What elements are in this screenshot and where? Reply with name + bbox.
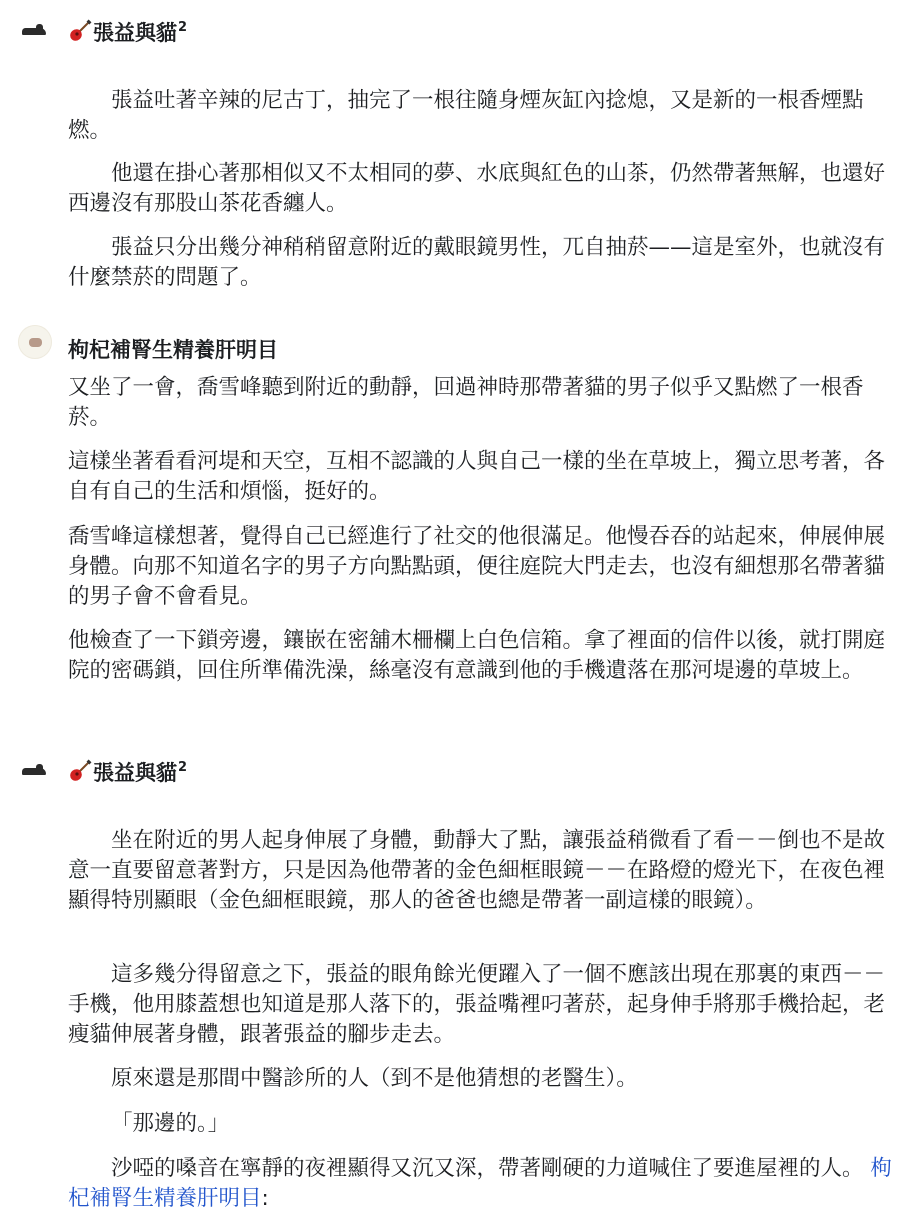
black-cat-avatar[interactable] bbox=[18, 12, 52, 46]
herb-avatar[interactable] bbox=[18, 325, 52, 359]
post-header bbox=[0, 752, 924, 792]
post-paragraph: 這樣坐著看看河堤和天空，互相不認識的人與自己一樣的坐在草坡上，獨立思考著，各自有自己的生活和煩惱，挺好的。 bbox=[68, 449, 886, 504]
post-paragraph bbox=[68, 1154, 892, 1214]
paragraph-text: 沙啞的嗓音在寧靜的夜裡顯得又沉又深，帶著剛硬的力道喊住了要進屋裡的人。 bbox=[111, 1156, 864, 1181]
post-paragraph: 這多幾分得留意之下，張益的眼角餘光便躍入了一個不應該出現在那裏的東西－－手機，他用膝蓋想也知道是那人落下的，張益嘴裡叼著菸，起身伸手將那手機拾起，老瘦貓伸展著身體，跟著張益的腳步走去。 bbox=[68, 962, 886, 1047]
guitar-icon bbox=[68, 759, 92, 783]
post-paragraph: 坐在附近的男人起身伸展了身體，動靜大了點，讓張益稍微看了看－－倒也不是故意一直要留意著對方，只是因為他帶著的金色細框眼鏡－－在路燈的燈光下，在夜色裡顯得特別顯眼（金色細框眼鏡，那人的爸爸也總是帶著一副這樣的眼鏡）。 bbox=[68, 828, 886, 913]
author-name[interactable]: 張益與貓$^2$ bbox=[68, 17, 187, 47]
author-name[interactable]: 張益與貓$^2$ bbox=[68, 757, 187, 787]
post-paragraph: 他檢查了一下鎖旁邊，鑲嵌在密舖木柵欄上白色信箱。拿了裡面的信件以後，就打開庭院的密碼鎖，回住所準備洗澡，絲毫沒有意識到他的手機遺落在那河堤邊的草坡上。 bbox=[68, 628, 886, 683]
post-paragraph: 「那邊的。」 bbox=[111, 1111, 230, 1136]
post-paragraph: 原來還是那間中醫診所的人（到不是他猜想的老醫生）。 bbox=[111, 1066, 638, 1091]
post-header bbox=[0, 325, 924, 365]
post-paragraph: 他還在掛心著那相似又不太相同的夢、水底與紅色的山茶，仍然帶著無解，也還好西邊沒有那股山茶花香纏人。 bbox=[68, 161, 886, 216]
author-name[interactable]: 枸杞補腎生精養肝明目 bbox=[68, 338, 278, 362]
post-paragraph: 張益吐著辛辣的尼古丁，抽完了一根往隨身煙灰缸內捻熄，又是新的一根香煙點燃。 bbox=[68, 88, 864, 143]
post-paragraph: 又坐了一會，喬雪峰聽到附近的動靜，回過神時那帶著貓的男子似乎又點燃了一根香菸。 bbox=[68, 375, 864, 430]
post-header bbox=[0, 12, 924, 52]
post-paragraph: 張益只分出幾分神稍稍留意附近的戴眼鏡男性，兀自抽菸——這是室外，也就沒有什麼禁菸的問題了。 bbox=[68, 235, 886, 290]
guitar-icon bbox=[68, 19, 92, 43]
black-cat-avatar[interactable] bbox=[18, 752, 52, 786]
post-paragraph: 喬雪峰這樣想著，覺得自己已經進行了社交的他很滿足。他慢吞吞的站起來，伸展伸展身體。向那不知道名字的男子方向點點頭，便往庭院大門走去，也沒有細想那名帶著貓的男子會不會看見。 bbox=[68, 524, 886, 609]
mention-suffix: : bbox=[261, 1186, 269, 1211]
mention-link[interactable]: 枸杞補腎生精養肝明目 bbox=[68, 1156, 892, 1211]
